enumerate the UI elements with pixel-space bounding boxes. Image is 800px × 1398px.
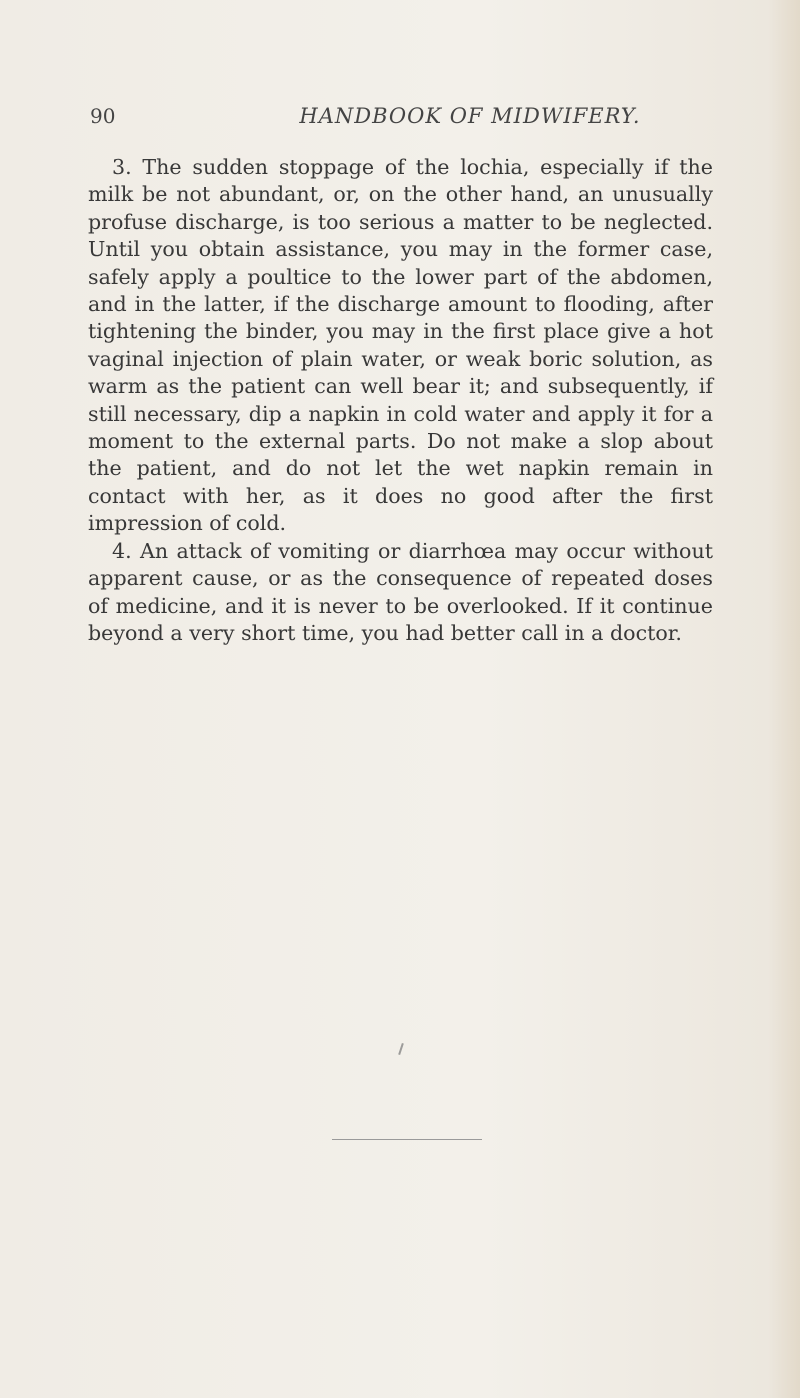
page-number: 90 [90,104,116,128]
paragraph-4: 4. An attack of vomiting or diarrhœa may occur without apparent cause, or as the consequence of repeated doses of medicine, and it is never to be overlooked. If it continue beyond a very short time, you had better call in a doctor. [88,538,713,645]
page-header [90,104,710,134]
horizontal-rule [332,1139,482,1140]
paragraph-3: 3. The sudden stoppage of the lochia, especially if the milk be not abundant, or, on the other hand, an unusually profuse discharge, is too serious a matter to be neglected. Until you obtain assistance, you may in the former case, safely apply a poultice to the lower part of the abdomen, and in the latter, if the discharge amount to flooding, after tightening the binder, you may in the first place give a hot vaginal injection of plain water, or weak boric solution, as warm as the patient can well bear it; and subsequently, if still necessary, dip a napkin in cold water and apply it for a moment to the external parts. Do not make a slop about the patient, and do not let the wet napkin remain in contact with her, as it does no good after the first impression of cold. [88,155,713,536]
running-title: HANDBOOK OF MIDWIFERY. [299,104,641,128]
body-text [88,154,713,647]
ink-speck [398,1043,404,1055]
